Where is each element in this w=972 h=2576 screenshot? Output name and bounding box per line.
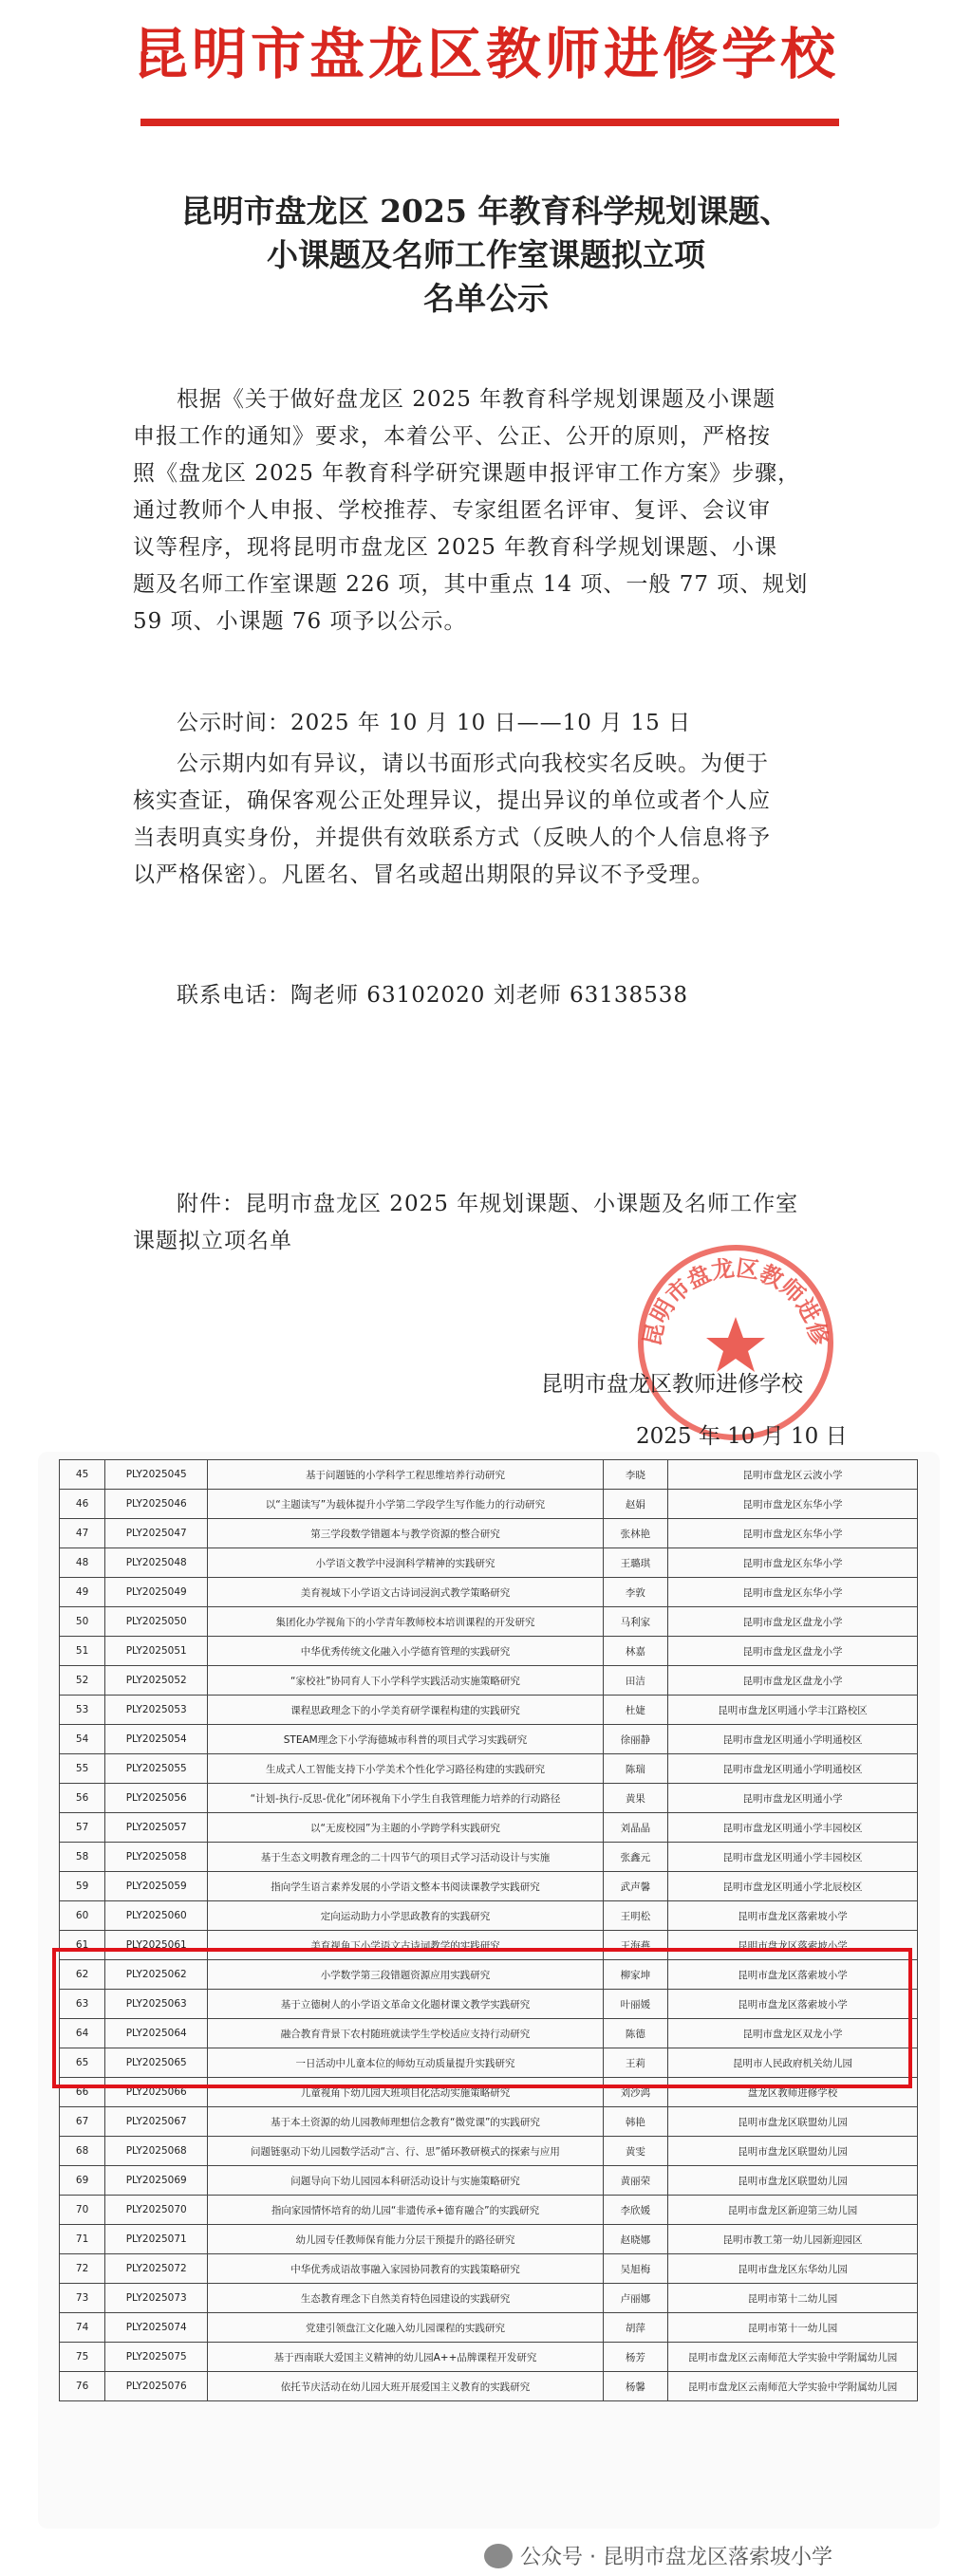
table-row [60, 1696, 918, 1725]
project-title: 一日活动中儿童本位的师幼互动质量提升实践研究 [208, 2048, 604, 2078]
project-code: PLY2025051 [105, 1637, 208, 1666]
project-code: PLY2025063 [105, 1990, 208, 2019]
leader-name: 王莉 [603, 2048, 667, 2078]
leader-name: 杜婕 [603, 1696, 667, 1725]
leader-name: 田洁 [603, 1666, 667, 1696]
text-line: 通过教师个人申报、学校推荐、专家组匿名评审、复评、会议审 [133, 498, 771, 523]
school-name: 昆明市盘龙区盘龙小学 [667, 1666, 917, 1696]
leader-name: 林嘉 [603, 1637, 667, 1666]
leader-name: 刘晶晶 [603, 1813, 667, 1843]
school-name: 昆明市盘龙区落索坡小学 [667, 1990, 917, 2019]
leader-name: 韩艳 [603, 2107, 667, 2137]
project-title: 以“主题读写”为载体提升小学第二学段学生写作能力的行动研究 [208, 1490, 604, 1519]
table-row [60, 1754, 918, 1784]
project-title: 美育视角下小学语文古诗词教学的实践研究 [208, 1931, 604, 1960]
project-title: 以“无废校园”为主题的小学跨学科实践研究 [208, 1813, 604, 1843]
school-name: 昆明市盘龙区明通小学北辰校区 [667, 1872, 917, 1901]
school-name: 昆明市盘龙区落索坡小学 [667, 1960, 917, 1990]
leader-name: 柳家坤 [603, 1960, 667, 1990]
leader-name: 李欣媛 [603, 2196, 667, 2225]
school-name: 昆明市盘龙区东华小学 [667, 1490, 917, 1519]
leader-name: 王明松 [603, 1901, 667, 1931]
leader-name: 张鑫元 [603, 1843, 667, 1872]
text-line: 根据《关于做好盘龙区 2025 年教育科学规划课题及小课题 [177, 387, 776, 412]
project-code: PLY2025060 [105, 1901, 208, 1931]
table-row [60, 1725, 918, 1754]
row-number: 72 [60, 2254, 105, 2284]
paragraph-basis [133, 381, 854, 640]
project-title: 第三学段数学错题本与教学资源的整合研究 [208, 1519, 604, 1548]
text-line: 照《盘龙区 2025 年教育科学研究课题申报评审工作方案》步骤， [133, 461, 801, 486]
leader-name: 徐丽静 [603, 1725, 667, 1754]
leader-name: 李晓 [603, 1460, 667, 1490]
row-number: 64 [60, 2019, 105, 2048]
table-row [60, 2313, 918, 2343]
school-name: 昆明市盘龙区云南师范大学实验中学附属幼儿园 [667, 2372, 917, 2401]
table-row [60, 2196, 918, 2225]
project-code: PLY2025052 [105, 1666, 208, 1696]
project-title: 课程思政理念下的小学美育研学课程构建的实践研究 [208, 1696, 604, 1725]
table-row [60, 1460, 918, 1490]
table-row [60, 2284, 918, 2313]
school-name: 昆明市盘龙区联盟幼儿园 [667, 2107, 917, 2137]
row-number: 56 [60, 1784, 105, 1813]
project-title: STEAM理念下小学海德城市科普的项目式学习实践研究 [208, 1725, 604, 1754]
row-number: 51 [60, 1637, 105, 1666]
school-name: 昆明市盘龙区落索坡小学 [667, 1931, 917, 1960]
leader-name: 吴旭梅 [603, 2254, 667, 2284]
leader-name: 黄丽荣 [603, 2166, 667, 2196]
project-code: PLY2025056 [105, 1784, 208, 1813]
project-code: PLY2025049 [105, 1578, 208, 1607]
project-title: 基于本土资源的幼儿园教师理想信念教育“微党课”的实践研究 [208, 2107, 604, 2137]
svg-text:昆明市盘龙区教师进修学校: 昆明市盘龙区教师进修 [637, 1253, 834, 1349]
row-number: 50 [60, 1607, 105, 1637]
table-row [60, 2107, 918, 2137]
row-number: 60 [60, 1901, 105, 1931]
row-number: 58 [60, 1843, 105, 1872]
project-title: 美育视域下小学语文古诗词浸润式教学策略研究 [208, 1578, 604, 1607]
project-code: PLY2025055 [105, 1754, 208, 1784]
school-name: 昆明市盘龙区东华小学 [667, 1519, 917, 1548]
table-row [60, 1666, 918, 1696]
project-title: 融合教育背景下农村随班就读学生学校适应支持行动研究 [208, 2019, 604, 2048]
row-number: 61 [60, 1931, 105, 1960]
school-name: 昆明市第十二幼儿园 [667, 2284, 917, 2313]
school-name: 盘龙区教师进修学校 [667, 2078, 917, 2107]
watermark-text: 公众号 · 昆明市盘龙区落索坡小学 [520, 2546, 832, 2569]
school-name: 昆明市盘龙区落索坡小学 [667, 1901, 917, 1931]
table-row [60, 1901, 918, 1931]
title-line: 小课题及名师工作室课题拟立项 [267, 236, 705, 273]
text-line: 以严格保密）。凡匿名、冒名或超出期限的异议不予受理。 [133, 862, 715, 887]
signature-date: 2025 年 10 月 10 日 [636, 1424, 848, 1449]
row-number: 53 [60, 1696, 105, 1725]
leader-name: 黄雯 [603, 2137, 667, 2166]
leader-name: 叶丽媛 [603, 1990, 667, 2019]
school-name: 昆明市盘龙区明通小学 [667, 1784, 917, 1813]
text-line: 公示期内如有异议，请以书面形式向我校实名反映。为便于 [177, 751, 769, 776]
school-name-header: 昆明市盘龙区教师进修学校 [132, 22, 839, 86]
table-row [60, 2166, 918, 2196]
paragraph-objection [133, 746, 854, 894]
project-code: PLY2025050 [105, 1607, 208, 1637]
row-number: 66 [60, 2078, 105, 2107]
text-line: 议等程序，现将昆明市盘龙区 2025 年教育科学规划课题、小课 [133, 535, 778, 560]
row-number: 74 [60, 2313, 105, 2343]
project-list-table [59, 1459, 918, 2401]
project-title: 小学语文教学中浸润科学精神的实践研究 [208, 1548, 604, 1578]
project-code: PLY2025064 [105, 2019, 208, 2048]
row-number: 62 [60, 1960, 105, 1990]
table-row [60, 2254, 918, 2284]
project-title: 指向家园情怀培育的幼儿园“非遗传承+德育融合”的实践研究 [208, 2196, 604, 2225]
leader-name: 赵晓娜 [603, 2225, 667, 2254]
project-title: 生成式人工智能支持下小学美术个性化学习路径构建的实践研究 [208, 1754, 604, 1784]
table-row [60, 2372, 918, 2401]
table-row [60, 1578, 918, 1607]
text-line: 题及名师工作室课题 226 项，其中重点 14 项、一般 77 项、规划 [133, 572, 809, 597]
leader-name: 李敦 [603, 1578, 667, 1607]
project-code: PLY2025054 [105, 1725, 208, 1754]
contact-info: 联系电话：陶老师 63102020 刘老师 63138538 [177, 983, 689, 1008]
text-line: 附件：昆明市盘龙区 2025 年规划课题、小课题及名师工作室 [177, 1192, 799, 1216]
school-name: 昆明市盘龙区联盟幼儿园 [667, 2166, 917, 2196]
project-title: “计划-执行-反思-优化”闭环视角下小学生自我管理能力培养的行动路径 [208, 1784, 604, 1813]
project-title: 幼儿园专任教师保育能力分层干预提升的路径研究 [208, 2225, 604, 2254]
project-title: 依托节庆活动在幼儿园大班开展爱国主义教育的实践研究 [208, 2372, 604, 2401]
project-code: PLY2025075 [105, 2343, 208, 2372]
project-code: PLY2025076 [105, 2372, 208, 2401]
project-code: PLY2025048 [105, 1548, 208, 1578]
project-title: 问题链驱动下幼儿园数学活动“言、行、思”循环教研模式的探索与应用 [208, 2137, 604, 2166]
table-row [60, 1843, 918, 1872]
text-line: 申报工作的通知》要求，本着公平、公正、公开的原则，严格按 [133, 424, 771, 449]
row-number: 48 [60, 1548, 105, 1578]
leader-name: 陈瑞 [603, 1754, 667, 1784]
school-name: 昆明市盘龙区东华幼儿园 [667, 2254, 917, 2284]
school-name: 昆明市盘龙区明通小学丰江路校区 [667, 1696, 917, 1725]
leader-name: 赵娟 [603, 1490, 667, 1519]
school-name: 昆明市盘龙区云波小学 [667, 1460, 917, 1490]
project-title: 问题导向下幼儿园园本科研活动设计与实施策略研究 [208, 2166, 604, 2196]
title-line: 昆明市盘龙区 2025 年教育科学规划课题、 [180, 193, 792, 230]
project-code: PLY2025061 [105, 1931, 208, 1960]
row-number: 70 [60, 2196, 105, 2225]
table-row [60, 1607, 918, 1637]
school-name: 昆明市盘龙区盘龙小学 [667, 1607, 917, 1637]
project-code: PLY2025062 [105, 1960, 208, 1990]
school-name: 昆明市盘龙区盘龙小学 [667, 1637, 917, 1666]
table-row [60, 1813, 918, 1843]
leader-name: 胡萍 [603, 2313, 667, 2343]
project-title: 生态教育理念下自然美育特色园建设的实践研究 [208, 2284, 604, 2313]
publicity-period: 公示时间：2025 年 10 月 10 日——10 月 15 日 [177, 711, 692, 735]
table-row [60, 1519, 918, 1548]
school-name: 昆明市盘龙区双龙小学 [667, 2019, 917, 2048]
project-title: 基于问题链的小学科学工程思维培养行动研究 [208, 1460, 604, 1490]
project-title: “家校社”协同育人下小学科学实践活动实施策略研究 [208, 1666, 604, 1696]
row-number: 55 [60, 1754, 105, 1784]
project-code: PLY2025071 [105, 2225, 208, 2254]
wechat-icon [484, 2544, 513, 2568]
school-name: 昆明市第十一幼儿园 [667, 2313, 917, 2343]
project-code: PLY2025047 [105, 1519, 208, 1548]
table-row [60, 2137, 918, 2166]
row-number: 63 [60, 1990, 105, 2019]
leader-name: 杨馨 [603, 2372, 667, 2401]
wechat-watermark [484, 2541, 832, 2570]
project-code: PLY2025074 [105, 2313, 208, 2343]
text-line: 核实查证，确保客观公正处理异议，提出异议的单位或者个人应 [133, 788, 771, 813]
table-row [60, 1490, 918, 1519]
text-line: 当表明真实身份，并提供有效联系方式（反映人的个人信息将予 [133, 825, 771, 850]
text-line: 课题拟立项名单 [133, 1229, 292, 1253]
project-title: 指向学生语言素养发展的小学语文整本书阅读课教学实践研究 [208, 1872, 604, 1901]
project-code: PLY2025069 [105, 2166, 208, 2196]
table-row [60, 1784, 918, 1813]
project-title: 基于西南联大爱国主义精神的幼儿园A++品牌课程开发研究 [208, 2343, 604, 2372]
project-title: 中华优秀成语故事融入家园协同教育的实践策略研究 [208, 2254, 604, 2284]
text-line: 59 项、小课题 76 项予以公示。 [133, 609, 467, 634]
project-code: PLY2025070 [105, 2196, 208, 2225]
leader-name: 卢丽娜 [603, 2284, 667, 2313]
leader-name: 陈德 [603, 2019, 667, 2048]
project-title: 中华优秀传统文化融入小学德育管理的实践研究 [208, 1637, 604, 1666]
row-number: 67 [60, 2107, 105, 2137]
project-title: 基于立德树人的小学语文革命文化题材课文教学实践研究 [208, 1990, 604, 2019]
row-number: 59 [60, 1872, 105, 1901]
project-title: 儿童视角下幼儿园大班项目化活动实施策略研究 [208, 2078, 604, 2107]
row-number: 76 [60, 2372, 105, 2401]
project-title: 党建引领盘江文化融入幼儿园课程的实践研究 [208, 2313, 604, 2343]
leader-name: 刘沙鸿 [603, 2078, 667, 2107]
school-name: 昆明市盘龙区明通小学明通校区 [667, 1725, 917, 1754]
row-number: 71 [60, 2225, 105, 2254]
row-number: 57 [60, 1813, 105, 1843]
project-code: PLY2025058 [105, 1843, 208, 1872]
row-number: 46 [60, 1490, 105, 1519]
row-number: 75 [60, 2343, 105, 2372]
table-row [60, 1548, 918, 1578]
row-number: 52 [60, 1666, 105, 1696]
table-row [60, 1637, 918, 1666]
row-number: 45 [60, 1460, 105, 1490]
school-name: 昆明市盘龙区联盟幼儿园 [667, 2137, 917, 2166]
row-number: 47 [60, 1519, 105, 1548]
project-code: PLY2025059 [105, 1872, 208, 1901]
leader-name: 王璐琪 [603, 1548, 667, 1578]
project-code: PLY2025068 [105, 2137, 208, 2166]
notice-title [0, 190, 972, 321]
project-code: PLY2025065 [105, 2048, 208, 2078]
highlight-box [52, 1948, 912, 2088]
project-title: 基于生态文明教育理念的二十四节气的项目式学习活动设计与实施 [208, 1843, 604, 1872]
row-number: 69 [60, 2166, 105, 2196]
table-row [60, 2225, 918, 2254]
school-name: 昆明市盘龙区明通小学明通校区 [667, 1754, 917, 1784]
leader-name: 王海燕 [603, 1931, 667, 1960]
project-code: PLY2025073 [105, 2284, 208, 2313]
school-name: 昆明市盘龙区东华小学 [667, 1548, 917, 1578]
row-number: 49 [60, 1578, 105, 1607]
leader-name: 武声馨 [603, 1872, 667, 1901]
project-title: 集团化办学视角下的小学青年教师校本培训课程的开发研究 [208, 1607, 604, 1637]
project-code: PLY2025066 [105, 2078, 208, 2107]
school-name: 昆明市教工第一幼儿园新迎园区 [667, 2225, 917, 2254]
row-number: 73 [60, 2284, 105, 2313]
table-row [60, 1872, 918, 1901]
school-name: 昆明市盘龙区云南师范大学实验中学附属幼儿园 [667, 2343, 917, 2372]
leader-name: 杨芳 [603, 2343, 667, 2372]
school-name: 昆明市盘龙区新迎第三幼儿园 [667, 2196, 917, 2225]
leader-name: 黄果 [603, 1784, 667, 1813]
red-divider [140, 119, 839, 126]
project-code: PLY2025057 [105, 1813, 208, 1843]
school-name: 昆明市人民政府机关幼儿园 [667, 2048, 917, 2078]
row-number: 68 [60, 2137, 105, 2166]
project-code: PLY2025053 [105, 1696, 208, 1725]
leader-name: 马利家 [603, 1607, 667, 1637]
project-code: PLY2025072 [105, 2254, 208, 2284]
table-row [60, 2343, 918, 2372]
title-line: 名单公示 [423, 280, 549, 317]
leader-name: 张林艳 [603, 1519, 667, 1548]
project-title: 定向运动助力小学思政教育的实践研究 [208, 1901, 604, 1931]
project-code: PLY2025046 [105, 1490, 208, 1519]
project-title: 小学数学第三段错题资源应用实践研究 [208, 1960, 604, 1990]
row-number: 65 [60, 2048, 105, 2078]
row-number: 54 [60, 1725, 105, 1754]
project-code: PLY2025067 [105, 2107, 208, 2137]
school-name: 昆明市盘龙区东华小学 [667, 1578, 917, 1607]
project-code: PLY2025045 [105, 1460, 208, 1490]
signature-org: 昆明市盘龙区教师进修学校 [541, 1372, 803, 1397]
school-name: 昆明市盘龙区明通小学丰园校区 [667, 1843, 917, 1872]
school-name: 昆明市盘龙区明通小学丰园校区 [667, 1813, 917, 1843]
